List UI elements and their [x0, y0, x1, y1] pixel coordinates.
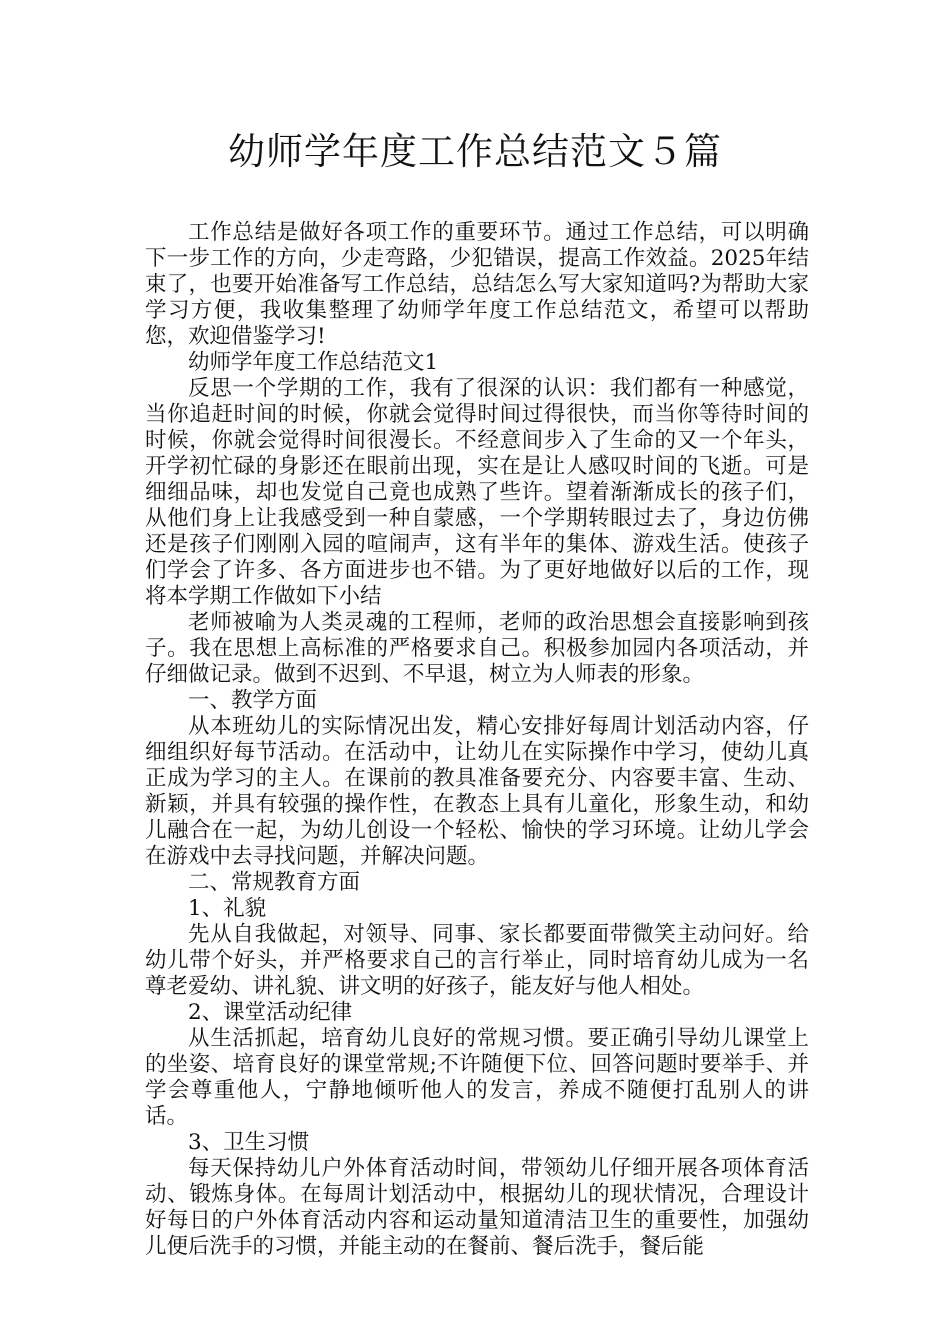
- subheading-hygiene: 3、卫生习惯: [188, 1130, 310, 1155]
- body-paragraph: 老师被喻为人类灵魂的工程师，老师的政治思想会直接影响到孩子。我在思想上高标准的严格要求自己。积极参加园内各项活动，并仔细做记录。做到不迟到、不早退，树立为人师表的形象。: [145, 610, 809, 687]
- body-paragraph: 反思一个学期的工作，我有了很深的认识：我们都有一种感觉，当你追赶时间的时候，你就会觉得时间过得很快，而当你等待时间的时候，你就会觉得时间很漫长。不经意间步入了生命的又一个年头，开学初忙碌的身影还在眼前出现，实在是让人感叹时间的飞逝。可是细细品味，却也发觉自己竟也成熟了些许。望着渐渐成长的孩子们，从他们身上让我感受到一种自蒙感，一个学期转眼过去了，身边仿佛还是孩子们刚刚入园的喧闹声，这有半年的集体、游戏生活。使孩子们学会了许多、各方面进步也不错。为了更好地做好以后的工作，现将本学期工作做如下小结: [145, 376, 809, 609]
- subheading-discipline: 2、课堂活动纪律: [188, 1000, 353, 1025]
- section-heading-sample-1: 幼师学年度工作总结范文1: [188, 350, 439, 375]
- body-paragraph: 每天保持幼儿户外体育活动时间，带领幼儿仔细开展各项体育活动、锻炼身体。在每周计划活动中，根据幼儿的现状情况，合理设计好每日的户外体育活动内容和运动量知道清洁卫生的重要性，加强幼儿便后洗手的习惯，并能主动的在餐前、餐后洗手，餐后能: [145, 1156, 809, 1259]
- body-paragraph: 先从自我做起，对领导、同事、家长都要面带微笑主动问好。给幼儿带个好头，并严格要求自己的言行举止，同时培育幼儿成为一名尊老爱幼、讲礼貌、讲文明的好孩子，能友好与他人相处。: [145, 922, 809, 999]
- section-heading-routine: 二、常规教育方面: [188, 870, 361, 895]
- body-paragraph: 从本班幼儿的实际情况出发，精心安排好每周计划活动内容，仔细组织好每节活动。在活动中，让幼儿在实际操作中学习，使幼儿真正成为学习的主人。在课前的教具准备要充分、内容要丰富、生动、新颖，并具有较强的操作性，在教态上具有儿童化，形象生动，和幼儿融合在一起，为幼儿创设一个轻松、愉快的学习环境。让幼儿学会在游戏中去寻找问题，并解决问题。: [145, 714, 809, 869]
- document-title: 幼师学年度工作总结范文５篇: [228, 130, 722, 173]
- body-paragraph: 从生活抓起，培育幼儿良好的常规习惯。要正确引导幼儿课堂上的坐姿、培育良好的课堂常规;不许随便下位、回答问题时要举手、并学会尊重他人，宁静地倾听他人的发言，养成不随便打乱别人的讲话。: [145, 1026, 809, 1129]
- section-heading-teaching: 一、教学方面: [188, 688, 318, 713]
- document-body: [145, 220, 809, 1260]
- subheading-courtesy: 1、礼貌: [188, 896, 267, 921]
- intro-paragraph: 工作总结是做好各项工作的重要环节。通过工作总结，可以明确下一步工作的方向，少走弯路，少犯错误，提高工作效益。2025年结束了，也要开始准备写工作总结，总结怎么写大家知道吗?为帮助大家学习方便，我收集整理了幼师学年度工作总结范文，希望可以帮助您，欢迎借鉴学习!: [145, 220, 809, 349]
